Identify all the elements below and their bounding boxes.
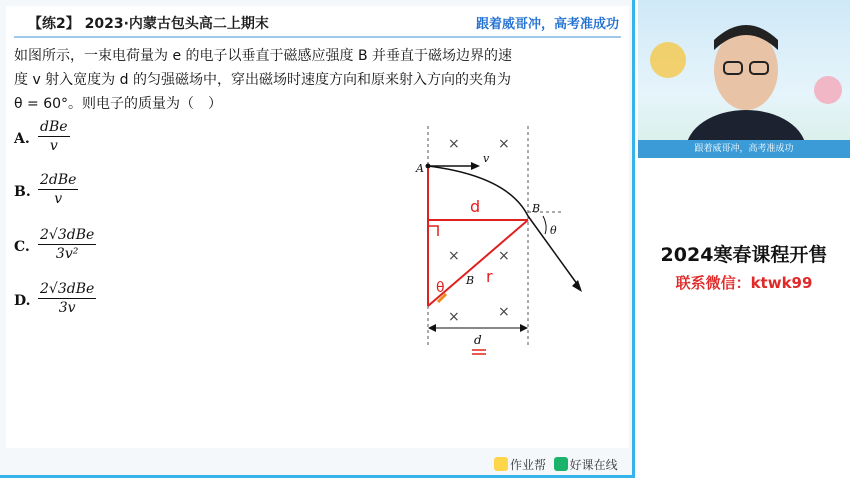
option-a-letter: A. (14, 131, 30, 147)
webcam-scene (638, 0, 850, 140)
field-x-mark: × (448, 309, 460, 325)
label-b: B (532, 202, 541, 215)
option-b-letter: B. (14, 184, 31, 200)
option-c-denominator: 3v² (55, 246, 79, 262)
webcam-caption: 跟着威哥冲，高考准成功 (638, 140, 850, 158)
fraction-bar (38, 298, 96, 299)
label-d-bottom: d (474, 333, 482, 347)
option-b-numerator: 2dBe (40, 172, 77, 188)
field-x-mark: × (448, 136, 460, 152)
option-a-numerator: dBe (40, 119, 68, 135)
slide-content (6, 6, 629, 472)
label-a: A (416, 162, 424, 175)
question-line-2: 度 v 射入宽度为 d 的匀强磁场中，穿出磁场时速度方向和原来射入方向的夹角为 (14, 72, 511, 88)
promo-title: 2024寒春课程开售 (660, 244, 828, 266)
dimension-arrow-left (428, 324, 436, 332)
option-d-fraction (38, 281, 96, 316)
field-x-mark: × (498, 304, 510, 320)
footer-logos (494, 456, 618, 473)
label-v: v (483, 152, 490, 165)
hand-theta-label: θ (436, 280, 445, 296)
theta-arc (543, 216, 546, 234)
option-a-denominator: v (49, 138, 58, 154)
option-b-fraction (38, 172, 78, 207)
option-b-denominator: v (54, 191, 63, 207)
option-d-numerator: 2√3dBe (40, 281, 95, 297)
magnetic-field-diagram (408, 126, 608, 366)
option-c-numerator: 2√3dBe (40, 227, 95, 243)
hand-b-label: B (466, 274, 475, 287)
field-x-mark: × (498, 248, 510, 264)
field-x-mark: × (498, 136, 510, 152)
teacher-webcam (638, 0, 850, 158)
label-theta: θ (550, 224, 557, 237)
slide-slogan: 跟着威哥冲，高考准成功 (475, 17, 619, 32)
haoke-logo-icon (554, 457, 568, 471)
field-marks (448, 136, 510, 325)
option-c-letter: C. (14, 239, 30, 255)
fraction-bar (38, 244, 96, 245)
question-text (14, 44, 626, 116)
hand-d-label: d (470, 197, 481, 216)
promo-wechat: 联系微信：ktwk99 (675, 274, 813, 292)
option-d-letter: D. (14, 293, 31, 309)
field-x-mark: × (448, 248, 460, 264)
exit-arrowhead (572, 280, 582, 292)
fraction-bar (38, 136, 70, 137)
hand-r-label: r (486, 267, 493, 286)
question-line-3: θ = 60°。则电子的质量为（ ） (14, 96, 223, 112)
logo-haoke: 好课在线 (569, 458, 618, 472)
velocity-arrowhead (471, 162, 480, 170)
right-angle-mark (428, 226, 438, 236)
slide-title: 【练2】 2023·内蒙古包头高二上期末 (28, 16, 269, 32)
header-divider (14, 36, 621, 38)
option-d-denominator: 3v (58, 300, 76, 316)
zuoyebang-logo-icon (494, 457, 508, 471)
question-line-1: 如图所示，一束电荷量为 e 的电子以垂直于磁感应强度 B 并垂直于磁场边界的速 (14, 48, 513, 64)
dimension-arrow-right (520, 324, 528, 332)
logo-zuoyebang: 作业帮 (510, 458, 547, 472)
slide-header (6, 6, 629, 36)
fraction-bar (38, 189, 78, 190)
option-c-fraction (38, 227, 96, 262)
option-a-fraction (38, 119, 70, 154)
